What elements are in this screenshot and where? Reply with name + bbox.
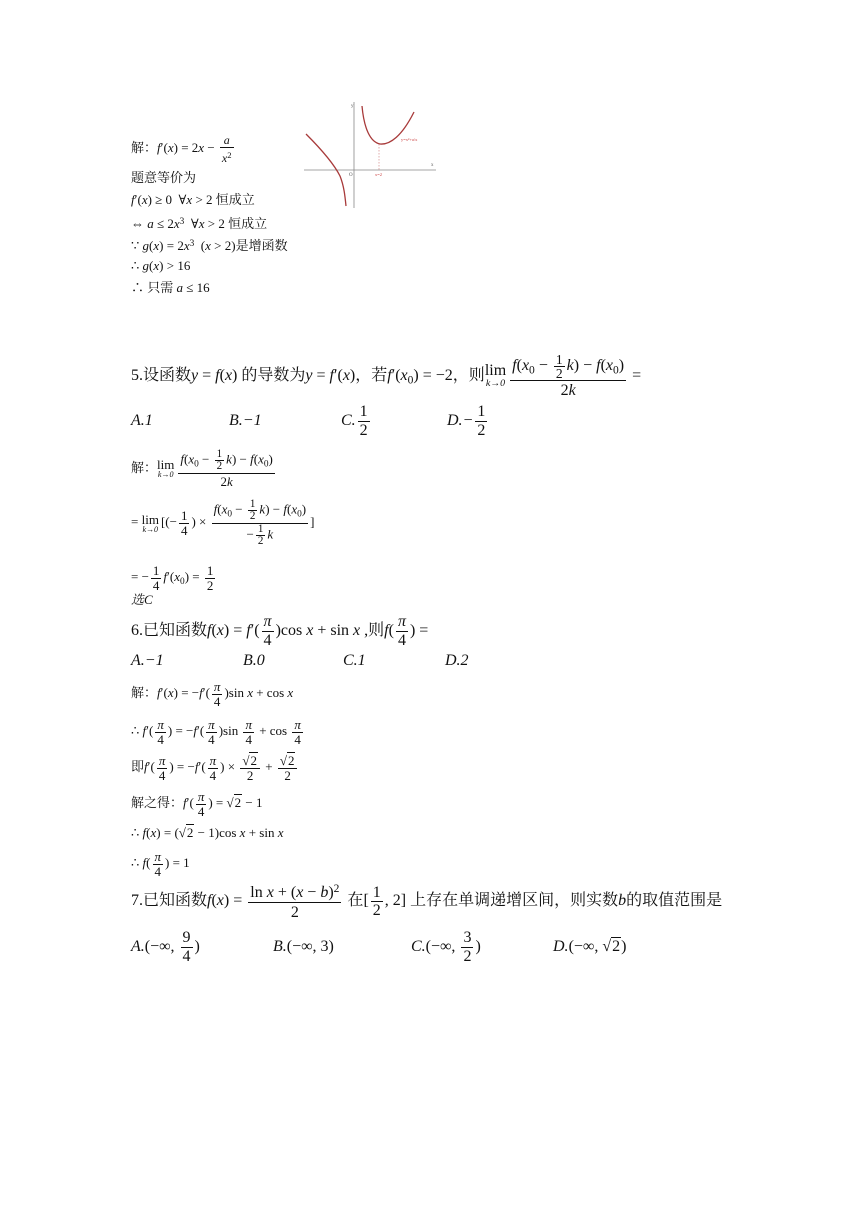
q6-options: [131, 648, 469, 674]
q4-line-4: ⇔ $a \le 2x^3$ ∀x > 2 恒成立: [131, 216, 268, 232]
q6-sol-line-5: ∴ f(x) = (√2 − 1)cos x + sin x: [131, 825, 284, 840]
option-b[interactable]: B.−1: [229, 412, 262, 429]
q5-sol-line-1: 解： lim k→0 $f(x_0$ − $\frac{1}{2}$ $k) - f(x_0)$ 2k: [131, 448, 273, 489]
q4-function-graph: [298, 98, 438, 210]
option-d[interactable]: D.− $\frac{1}{2}$: [447, 402, 486, 439]
q5-options: [131, 400, 489, 442]
option-d[interactable]: D.2: [445, 652, 469, 669]
q6-sol-line-3: 即f′( $\frac{\pi}{4}$ ) = −f′( $\frac{\pi}{4}$ ) × $\frac{√2}{2}$ + $\frac{√2}{2}$: [131, 750, 299, 784]
option-b[interactable]: B.0: [243, 652, 265, 669]
q7-options: [131, 925, 626, 969]
x-mark-label: x=2: [375, 172, 383, 177]
q4-line-6: ∴ g(x) > 16: [131, 258, 191, 273]
option-d[interactable]: D.(−∞, √2): [553, 938, 627, 955]
origin-label: O: [349, 173, 353, 178]
option-a[interactable]: A.1: [131, 412, 153, 429]
q5-stem: 5.设函数y = f(x) 的导数为y = f′(x)，若$f'(x_0) = -2$，则 lim k→0 $f(x_0$ − $\frac{1}{2}$ $k) - f(x_0)$ 2k =: [131, 351, 642, 400]
q6-sol-line-4: 解之得：f′( $\frac{\pi}{4}$ ) = √2 − 1: [131, 788, 263, 819]
q6-sol-line-1: 解：f′(x) = −f′( $\frac{\pi}{4}$ )sin x + cos x: [131, 678, 294, 709]
q5-sol-line-3: = − $\frac{1}{4}$ $f'(x_0)$ = $\frac{1}{2}$: [131, 562, 214, 593]
option-c[interactable]: C. $\frac{1}{2}$: [341, 402, 368, 439]
q7-stem: 7.已知函数f(x) = $\frac{\ln x + (x - b)^2}{2}$ 在[ $\frac{1}{2}$ , 2] 上存在单调递增区间，则实数b的取值范围是: [131, 883, 723, 922]
q4-line-5: ∵ $g(x) = 2x^3$ (x > 2)是增函数: [131, 238, 288, 254]
q4-line-1: 解：f′(x) = 2x − $\frac{a}{x^2}$: [131, 133, 232, 165]
option-a[interactable]: A.(−∞, $\frac{9}{4}$ ): [131, 928, 200, 965]
q5-sol-line-2: = lim k→0 [(− $\frac{1}{4}$ ) × $f(x_0$ − $\frac{1}{2}$ $k) - f(x_0)$ − $\frac{1}{2}$ k ]: [131, 498, 315, 548]
q4-line-2: 题意等价为: [131, 170, 197, 185]
x-axis-label: x: [431, 163, 434, 168]
option-c[interactable]: C.1: [343, 652, 366, 669]
option-c[interactable]: C.(−∞, $\frac{3}{2}$ ): [411, 928, 481, 965]
q6-sol-line-6: ∴ f( $\frac{\pi}{4}$ ) = 1: [131, 848, 190, 879]
y-axis-label: y: [351, 104, 354, 109]
q5-answer: 选C: [131, 592, 153, 607]
q6-sol-line-2: ∴ f′( $\frac{\pi}{4}$ ) = −f′( $\frac{\pi}{4}$ )sin $\frac{\pi}{4}$ + cos $\frac{\pi}{4}$: [131, 716, 301, 747]
option-a[interactable]: A.−1: [131, 652, 164, 669]
q4-line-7: ∴ 只需 a ≤ 16: [131, 280, 210, 295]
option-b[interactable]: B.(−∞, 3): [273, 938, 334, 955]
fraction: $\frac{a}{x^2}$: [221, 133, 232, 165]
curve-label: y=x²+a/x: [401, 137, 418, 142]
q4-line-3: f′(x) ≥ 0 ∀x > 2 恒成立: [131, 192, 255, 207]
q6-stem: 6.已知函数f(x) = f′( $\frac{\pi}{4}$ )cos x + sin x ,则f( $\frac{\pi}{4}$ ) =: [131, 612, 429, 649]
fraction: $f(x_0$ − $\frac{1}{2}$ $k) - f(x_0)$ 2k: [512, 351, 625, 400]
